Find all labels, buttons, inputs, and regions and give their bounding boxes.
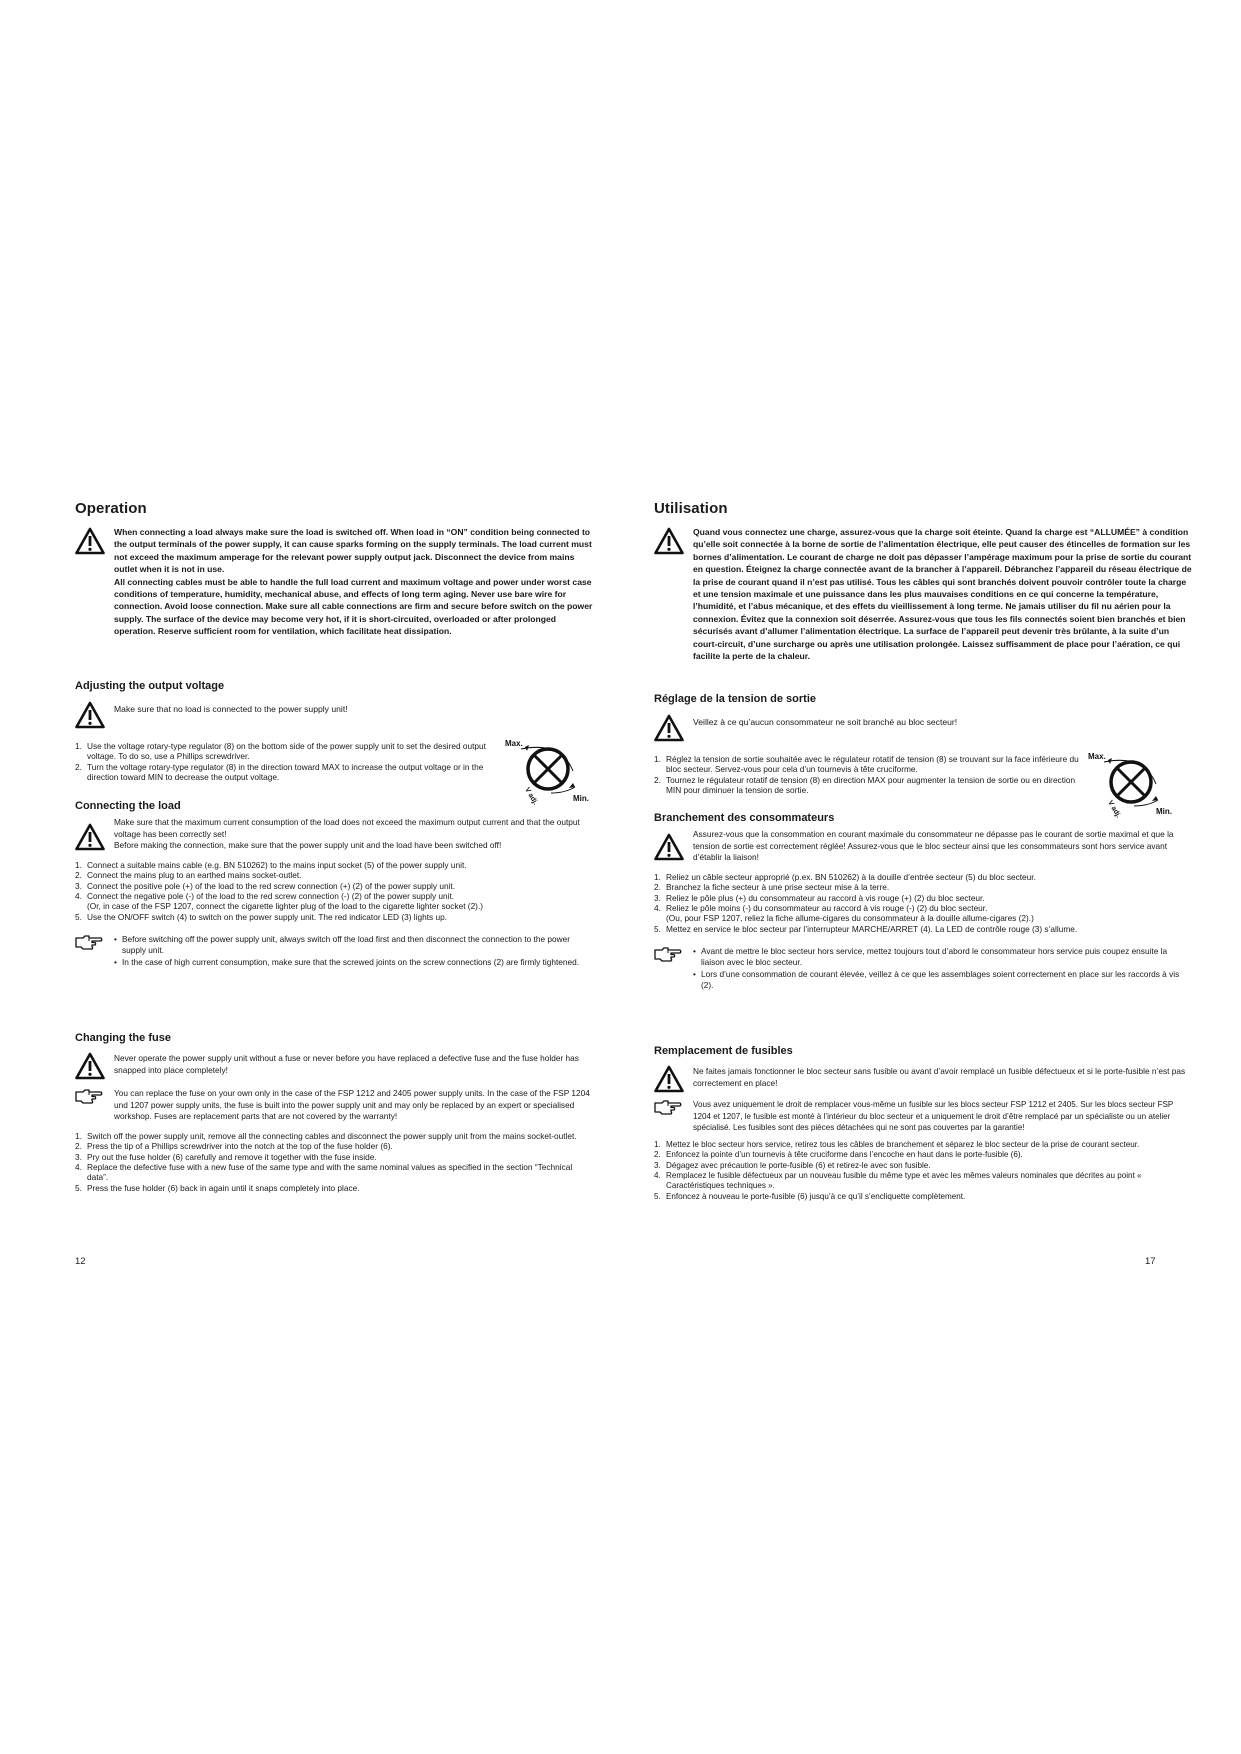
bullet-item: • In the case of high current consumption, make sure that the screwed joints on the screw connections (2) are firmly tightened.: [114, 956, 580, 967]
list-item: 4. Replace the defective fuse with a new fuse of the same type and with the same nominal values as specified in the section “Technical data”.: [75, 1162, 573, 1183]
section-heading: Branchement des consommateurs: [654, 812, 835, 824]
section-connect: [654, 812, 1192, 991]
right-page: [654, 500, 1192, 1201]
note-bullets: [693, 946, 1192, 991]
note-text: Vous avez uniquement le droit de remplacer vous-même un fusible sur les blocs secteur FSP 1212 et 2405. Sur les blocs secteur FSP 1204 et 1207, le fusible est monté à l’intérieur du bloc secteur et a uniquement le droit d’être remplacé par un spécialiste ou un atelier spécialisé. Les fusibles sont des pièces détachées qui ne sont pas couvertes par la garantie!: [693, 1100, 1174, 1133]
page-number: 12: [75, 1256, 86, 1267]
section-heading: Adjusting the output voltage: [75, 680, 225, 692]
steps-list: [75, 741, 495, 783]
list-item: 4. Remplacez le fusible défectueux par un nouveau fusible du même type et avec les mêmes valeurs nominales que décrites au point « Caractéristiques techniques ».: [654, 1171, 1142, 1191]
utilisation-warning: [654, 526, 1192, 662]
warning-icon: [654, 833, 684, 861]
steps-list: [654, 754, 1084, 796]
bullet-item: • Lors d’une consommation de courant élevée, veillez à ce que les assemblages soient correctement en place sur les raccords à vis (2).: [693, 968, 1180, 990]
list-item: 1. Réglez la tension de sortie souhaitée avec le régulateur rotatif de tension (8) se trouvant sur la face inférieure du bloc secteur. Servez-vous pour cela d’un tournevis à tête cruciforme.: [654, 754, 1079, 775]
list-item: 5. Enfoncez à nouveau le porte-fusible (6) jusqu’à ce qu’il s’encliquette complètement.: [654, 1191, 966, 1201]
warning-text: Veillez à ce qu’aucun consommateur ne soit branché au bloc secteur!: [693, 717, 958, 727]
warning-icon: [654, 527, 684, 555]
dial-adj-label: V adj.: [523, 786, 539, 807]
warning-text: [114, 526, 595, 638]
hand-note-icon: [75, 934, 103, 950]
warning-icon: [654, 714, 684, 742]
list-item: 1. Switch off the power supply unit, remove all the connecting cables and disconnect the power supply unit from the mains socket-outlet.: [75, 1130, 577, 1141]
step-subline: (Ou, pour FSP 1207, reliez la fiche allume-cigares du consommateur à la douille allume-cigares (2).): [666, 913, 1034, 924]
list-item: 2. Branchez la fiche secteur à une prise secteur mise à la terre.: [654, 882, 890, 893]
page-title: Operation: [75, 500, 147, 517]
list-item: 2. Tournez le régulateur rotatif de tension (8) en direction MAX pour augmenter la tension de sortie ou en direction MIN pour diminuer la tension de sortie.: [654, 774, 1076, 796]
list-item: 5. Press the fuse holder (6) back in again until it snaps completely into place.: [75, 1182, 360, 1193]
list-item: 1. Mettez le bloc secteur hors service, retirez tous les câbles de branchement et séparez le bloc secteur de la prise de courant secteur.: [654, 1139, 1140, 1149]
warning-text: Assurez-vous que la consommation en courant maximale du consommateur ne dépasse pas le courant de sortie maximal et que la tension de sortie est correctement réglée! Assurez-vous que le bloc secteur ainsi que les consommateurs sont hors service avant d’établir la liaison!: [693, 829, 1174, 863]
warning-text: Quand vous connectez une charge, assurez-vous que la charge soit éteinte. Quand la charge est “ALLUMÉE” à condition qu’elle soit connectée à la borne de sortie de l’alimentation électrique, elle peut causer des étincelles de formation sur les bornes d’alimentation. Le courant de charge ne doit pas dépasser l’ampérage maximum pour la prise de sortie du courant en question. Éteignez la charge connectée avant de la brancher à l’appareil. Débranchez l’appareil du réseau électrique de la prise de courant quand il n’est pas utilisé. Tous les câbles qui sont branchés doivent pouvoir contrôler toute la charge et une tension maximale et une puissance dans les plus mauvaises conditions en ce qui concerne la température, l’humidité, et l’abus mécanique, et des effets du vieillissement à long terme. Ne jamais utiliser du fil nu aérien pour la connexion. Évitez que la connexion soit déserrée. Assurez-vous que tous les fils connectés soient bien branchés et bien sécurisés avant d’allumer l’alimentation électrique. La surface de l’appareil peut devenir très brûlante, à la suite d’un court-circuit, d’une surcharge ou après une utilisation prolongée. Laissez suffisamment de place pour l’aération, ce qui facilite la perte de la chaleur.: [693, 527, 1192, 662]
warning-icon: [654, 1065, 684, 1093]
steps-list: [75, 1131, 595, 1193]
warning-icon: [75, 701, 105, 729]
dial-min-label: Min.: [573, 794, 589, 803]
list-item: 4. Reliez le pôle moins (-) du consommateur au raccord à vis rouge (-) (2) du bloc secteur.: [654, 903, 988, 913]
list-item: 1. Reliez un câble secteur approprié (p.ex. BN 510262) à la douille d’entrée secteur (5) du bloc secteur.: [654, 871, 1036, 882]
voltage-dial-diagram: [1086, 750, 1172, 820]
warning-icon: [75, 527, 105, 555]
warning-paragraph: When connecting a load always make sure the load is switched off. When load in “ON” condition being connected to the output terminals of the power supply, it can cause sparks forming on the supply terminals. The load current must not exceed the maximum amperage for the relevant power supply output jack. Disconnect the device from mains outlet when it is not in use.: [114, 527, 592, 575]
list-item: 3. Pry out the fuse holder (6) carefully and remove it together with the fuse inside.: [75, 1151, 377, 1162]
operation-warning: [75, 526, 595, 638]
section-fuse: [654, 1045, 1192, 1202]
left-page: [75, 500, 595, 1193]
warning-text: Ne faites jamais fonctionner le bloc secteur sans fusible ou avant d’avoir remplacé un fusible défectueux et si le porte-fusible n’est pas correctement en place!: [693, 1066, 1186, 1088]
warning-text: Never operate the power supply unit without a fuse or never before you have replaced a defective fuse and the fuse holder has snapped into place completely!: [114, 1053, 579, 1075]
section-connect: [75, 800, 595, 968]
list-item: 2. Turn the voltage rotary-type regulator (8) in the direction toward MAX to increase the output voltage or in the direction toward MIN to decrease the output voltage.: [75, 761, 484, 783]
voltage-dial-diagram: [503, 737, 589, 807]
list-item: 3. Reliez le pôle plus (+) du consommateur au raccord à vis rouge (+) (2) du bloc secteur.: [654, 892, 985, 903]
list-item: 1. Connect a suitable mains cable (e.g. BN 510262) to the mains input socket (5) of the power supply unit.: [75, 859, 467, 870]
section-heading: Remplacement de fusibles: [654, 1045, 793, 1057]
section-fuse: [75, 1032, 595, 1193]
hand-note-icon: [654, 946, 682, 962]
bullet-item: • Avant de mettre le bloc secteur hors service, mettez toujours tout d’abord le consommateur hors service puis coupez ensuite la liaison avec le bloc secteur.: [693, 946, 1168, 968]
dial-max-label: Max.: [505, 739, 523, 748]
page-title: Utilisation: [654, 500, 728, 517]
note-bullets: [114, 934, 595, 968]
hand-note-icon: [654, 1099, 682, 1115]
note-text: You can replace the fuse on your own only in the case of the FSP 1212 and 2405 power supply units. In the case of the FSP 1204 und 1207 power supply units, the fuse is built into the power supply unit and may only be replaced by an expert or specialised workshop. Fuses are replacement parts that are not covered by the warranty!: [114, 1088, 590, 1122]
steps-list: [654, 924, 1192, 934]
page-number: 17: [1145, 1256, 1156, 1267]
steps-list: [654, 872, 1192, 914]
section-heading: Connecting the load: [75, 800, 181, 812]
steps-list: [75, 860, 595, 902]
list-item: 2. Enfoncez la pointe d’un tournevis à tête cruciforme dans l’encoche en haut dans le porte-fusible (6).: [654, 1150, 1023, 1160]
warning-icon: [75, 823, 105, 851]
warning-paragraph: All connecting cables must be able to handle the full load current and maximum voltage and power under worst case conditions of temperature, humidity, mechanical abuse, and effects of long term aging. Never use bare wire for connection. Avoid loose connection. Make sure all cable connections are firm and secure before switch on the power supply. The surface of the device may become very hot, if it is short-circuited, overloaded or after prolonged operation. Reserve sufficient room for ventilation, which facilitate heat dissipation.: [114, 576, 593, 637]
step-subline: (Or, in case of the FSP 1207, connect the cigarette lighter plug of the load to the cigarette lighter socket (2).): [87, 901, 484, 912]
bullet-item: • Before switching off the power supply unit, always switch off the load first and then disconnect the connection to the power supply unit.: [114, 934, 570, 956]
section-heading: Changing the fuse: [75, 1032, 171, 1044]
hand-note-icon: [75, 1088, 103, 1104]
dial-adj-label: V adj.: [1106, 799, 1122, 820]
list-item: 4. Connect the negative pole (-) of the load to the red screw connection (-) (2) of the power supply unit.: [75, 891, 455, 901]
list-item: 5. Mettez en service le bloc secteur par l’interrupteur MARCHE/ARRET (4). La LED de contrôle rouge (3) s’allume.: [654, 923, 1078, 934]
warning-text: Make sure that no load is connected to the power supply unit!: [114, 704, 348, 714]
list-item: 2. Connect the mains plug to an earthed mains socket-outlet.: [75, 870, 302, 881]
list-item: 5. Use the ON/OFF switch (4) to switch on the power supply unit. The red indicator LED (3) lights up.: [75, 911, 447, 922]
dial-min-label: Min.: [1156, 807, 1172, 816]
steps-list: [75, 912, 595, 922]
list-item: 3. Dégagez avec précaution le porte-fusible (6) et retirez-le avec son fusible.: [654, 1160, 931, 1170]
warning-icon: [75, 1052, 105, 1080]
list-item: 1. Use the voltage rotary-type regulator (8) on the bottom side of the power supply unit to set the desired output voltage. To do so, use a Phillips screwdriver.: [75, 741, 486, 762]
dial-max-label: Max.: [1088, 752, 1106, 761]
steps-list: [654, 1140, 1192, 1202]
warning-text: Make sure that the maximum current consumption of the load does not exceed the maximum output current and that the output voltage has been correctly set! Before making the connection, make sure that the power supply unit and the load have been switched off!: [114, 817, 580, 851]
section-heading: Réglage de la tension de sortie: [654, 693, 816, 705]
list-item: 3. Connect the positive pole (+) of the load to the red screw connection (+) (2) of the power supply unit.: [75, 880, 456, 891]
list-item: 2. Press the tip of a Phillips screwdriver into the notch at the top of the fuse holder (6).: [75, 1141, 393, 1152]
